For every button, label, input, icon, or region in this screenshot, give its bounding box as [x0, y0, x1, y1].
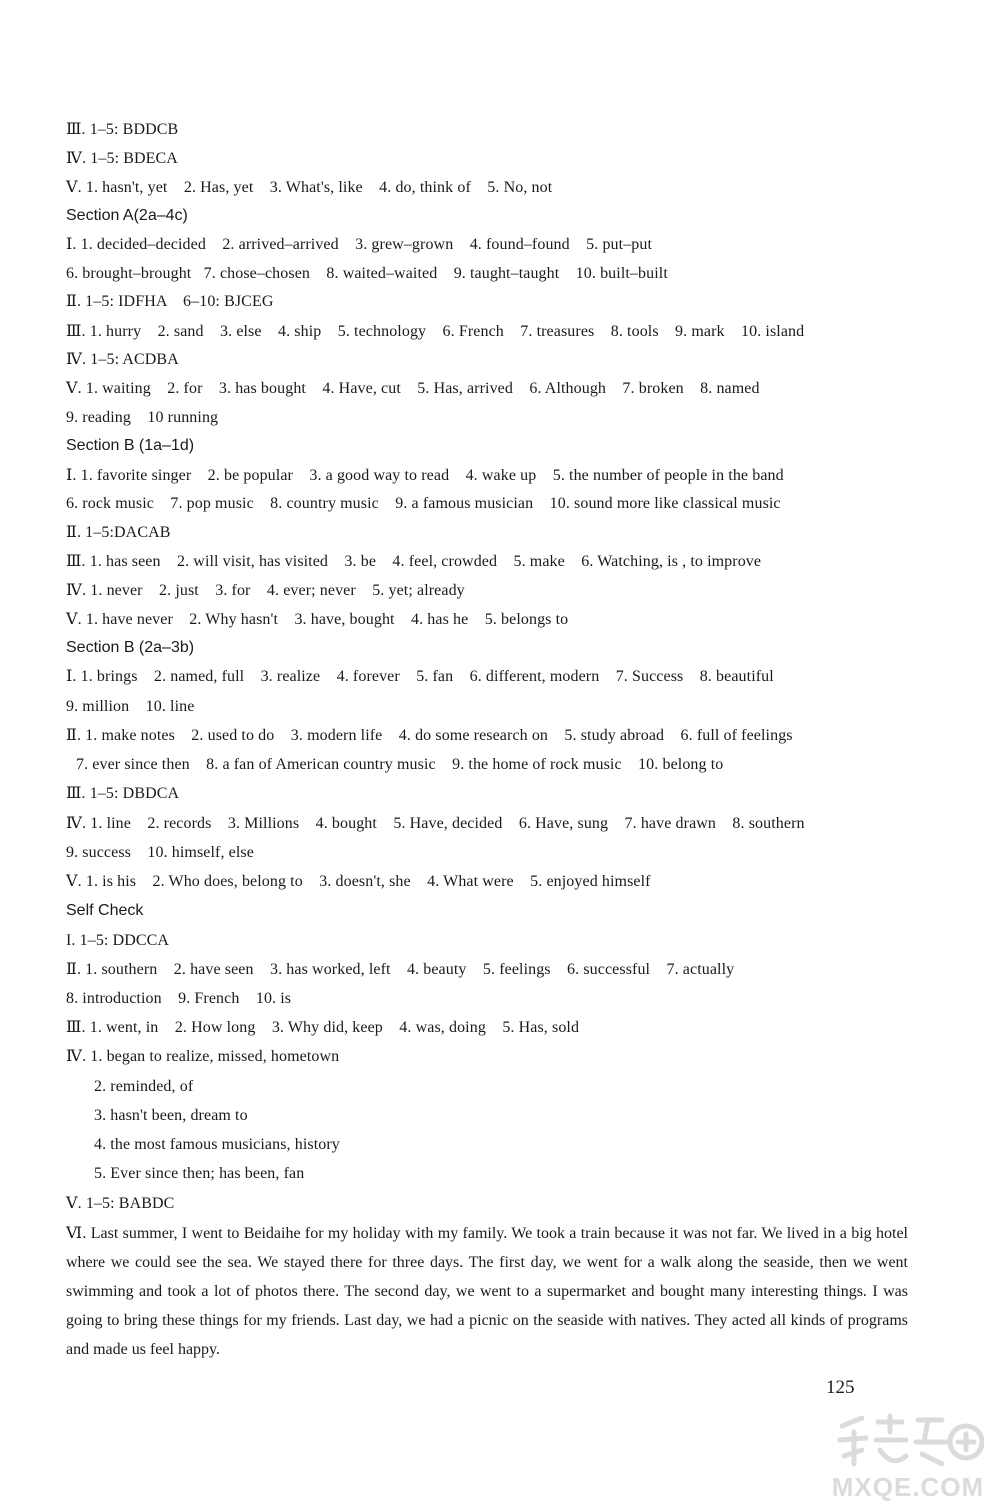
section-heading: Section B (1a–1d) — [66, 437, 195, 454]
answer-line: 2. reminded, of — [94, 1078, 194, 1095]
answer-line: 9. success 10. himself, else — [66, 844, 254, 861]
answer-line: Ⅲ. 1–5: DBDCA — [66, 785, 180, 802]
answer-line: 6. rock music 7. pop music 8. country music 9. a famous musician 10. sound more like classical music — [66, 495, 781, 512]
section-heading: Section A(2a–4c) — [66, 207, 188, 224]
answer-line: Ⅴ. 1–5: BABDC — [66, 1195, 175, 1212]
answer-line: Ⅲ. 1. has seen 2. will visit, has visited 3. be 4. feel, crowded 5. make 6. Watching, is , to improve — [66, 553, 762, 570]
watermark — [826, 1410, 990, 1500]
answer-line: Ⅳ. 1. began to realize, missed, hometown — [66, 1048, 340, 1065]
answer-line: Ⅰ. 1. favorite singer 2. be popular 3. a good way to read 4. wake up 5. the number of people in the band — [66, 467, 784, 484]
page-number: 125 — [826, 1377, 855, 1398]
answer-line: Ⅴ. 1. have never 2. Why hasn't 3. have, bought 4. has he 5. belongs to — [66, 611, 569, 628]
answer-line: Ⅱ. 1–5:DACAB — [66, 524, 171, 541]
answer-line: Ⅳ. 1–5: ACDBA — [66, 351, 179, 368]
answer-line: 5. Ever since then; has been, fan — [94, 1165, 305, 1182]
answer-line: Ⅱ. 1–5: IDFHA 6–10: BJCEG — [66, 293, 274, 310]
answer-line: Ⅳ. 1–5: BDECA — [66, 150, 178, 167]
answer-line: 7. ever since then 8. a fan of American country music 9. the home of rock music 10. belong to — [76, 756, 724, 773]
section-heading: Self Check — [66, 902, 144, 919]
answer-line: 3. hasn't been, dream to — [94, 1107, 248, 1124]
watermark-logo-icon — [832, 1412, 984, 1470]
answer-line: Ⅲ. 1. hurry 2. sand 3. else 4. ship 5. technology 6. French 7. treasures 8. tools 9. mark 10. island — [66, 323, 805, 340]
answer-line: 6. brought–brought 7. chose–chosen 8. waited–waited 9. taught–taught 10. built–built — [66, 265, 668, 282]
answer-line: 9. reading 10 running — [66, 409, 219, 426]
answer-line: Ⅱ. 1. make notes 2. used to do 3. modern life 4. do some research on 5. study abroad 6. full of feelings — [66, 727, 793, 744]
answer-line: Ⅴ. 1. waiting 2. for 3. has bought 4. Have, cut 5. Has, arrived 6. Although 7. broken 8. named — [66, 380, 760, 397]
answer-line: Ⅴ. 1. is his 2. Who does, belong to 3. doesn't, she 4. What were 5. enjoyed himself — [66, 873, 651, 890]
answer-line: Ⅳ. 1. line 2. records 3. Millions 4. bought 5. Have, decided 6. Have, sung 7. have drawn 8. southern — [66, 815, 805, 832]
essay-paragraph: Ⅵ. Last summer, I went to Beidaihe for my holiday with my family. We took a train because it was not far. We lived in a big hotel where we could see the sea. We stayed there for three days. The first day, we went for a walk along the seaside, then we went swimming and took a lot of photos there. The second day, we went to a supermarket and bought many interesting things. I was going to bring these things for my friends. Last day, we had a picnic on the seaside with natives. They acted all kinds of programs and made us feel happy. — [66, 1225, 908, 1358]
answer-line: Ⅳ. 1. never 2. just 3. for 4. ever; never 5. yet; already — [66, 582, 465, 599]
answer-line: Ⅰ. 1. brings 2. named, full 3. realize 4. forever 5. fan 6. different, modern 7. Success 8. beautiful — [66, 668, 774, 685]
watermark-text: MXQE.COM — [831, 1472, 985, 1502]
answer-line: 4. the most famous musicians, history — [94, 1136, 340, 1153]
section-heading: Section B (2a–3b) — [66, 639, 195, 656]
answer-line: I. 1–5: DDCCA — [66, 932, 170, 949]
answer-line: Ⅱ. 1. southern 2. have seen 3. has worked, left 4. beauty 5. feelings 6. successful 7. actually — [66, 961, 735, 978]
answer-line: Ⅴ. 1. hasn't, yet 2. Has, yet 3. What's, like 4. do, think of 5. No, not — [66, 179, 553, 196]
answer-line: Ⅲ. 1–5: BDDCB — [66, 121, 179, 138]
answer-line: 9. million 10. line — [66, 698, 195, 715]
answer-line: Ⅲ. 1. went, in 2. How long 3. Why did, keep 4. was, doing 5. Has, sold — [66, 1019, 580, 1036]
answer-line: 8. introduction 9. French 10. is — [66, 990, 292, 1007]
answer-line: Ⅰ. 1. decided–decided 2. arrived–arrived 3. grew–grown 4. found–found 5. put–put — [66, 236, 653, 253]
